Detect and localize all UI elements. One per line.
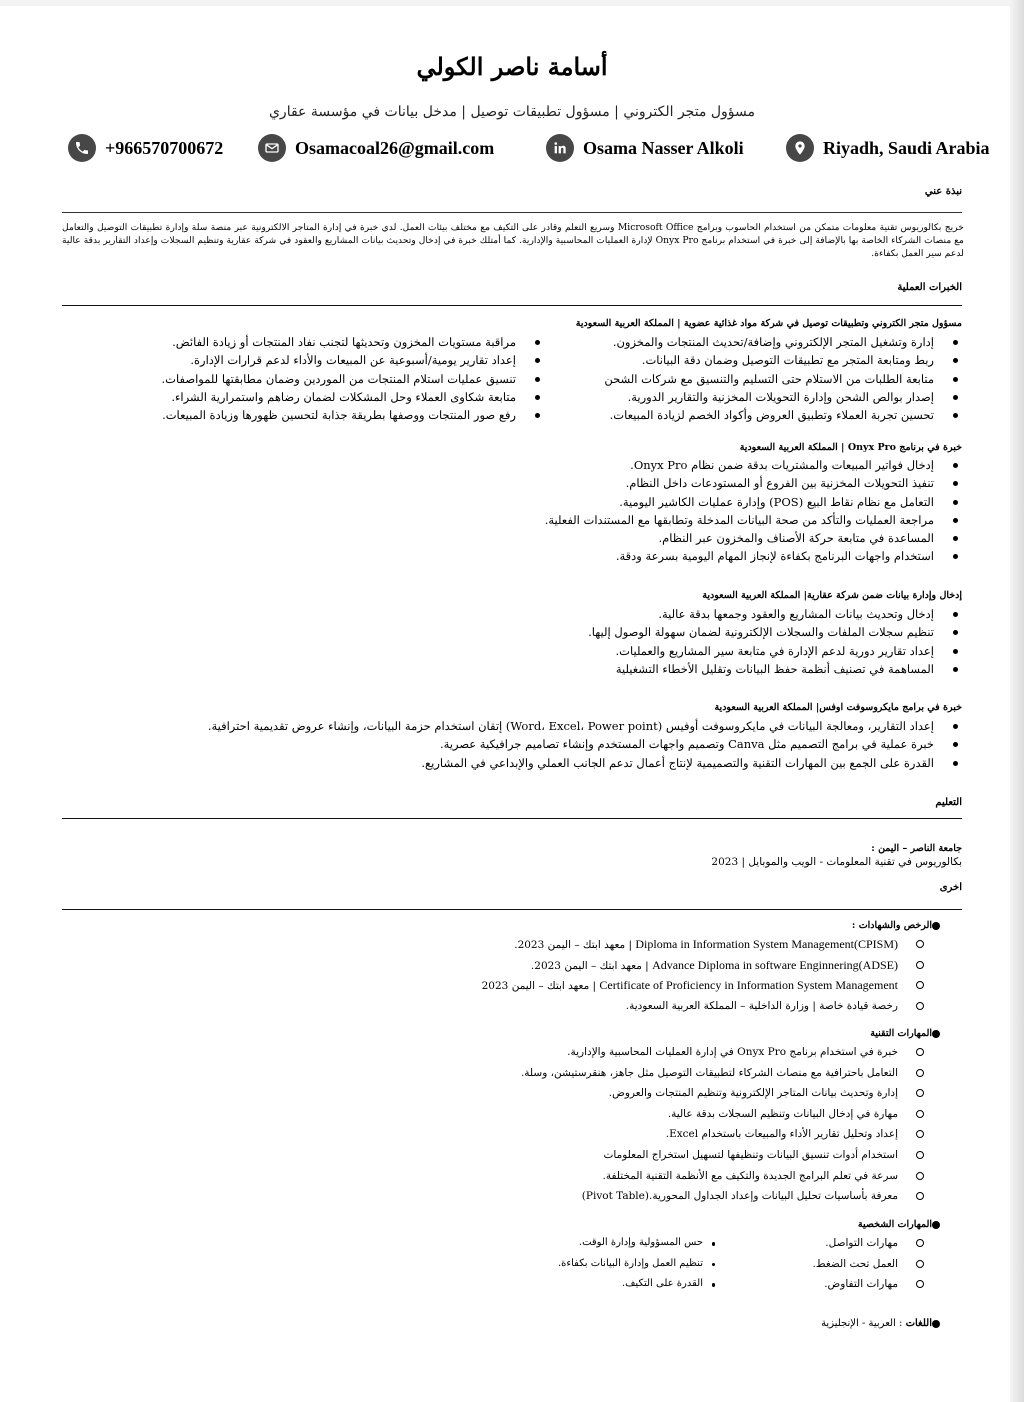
university-name: جامعة الناصر – اليمن : bbox=[871, 843, 962, 854]
personal-skills-list-2 bbox=[558, 1233, 717, 1295]
contact-location bbox=[786, 133, 990, 163]
location-pin-icon bbox=[786, 134, 814, 162]
list-item: استخدام أدوات تنسيق البيانات وتنظيفها لتسهيل استخراج المعلومات bbox=[62, 1145, 962, 1166]
list-item: مهارة في إدخال البيانات وتنظيم السجلات بدقة عالية. bbox=[62, 1104, 962, 1125]
list-item: إعداد تقارير يومية/أسبوعية عن المبيعات والأداء لدعم قرارات الإدارة. bbox=[154, 351, 544, 369]
scan-top-edge bbox=[0, 0, 1010, 6]
list-item: استخدام واجهات البرنامج بكفاءة لإنجاز المهام اليومية بسرعة ودقة. bbox=[502, 547, 962, 565]
job-office-list bbox=[142, 717, 962, 772]
list-item: العمل تحت الضغط. bbox=[717, 1254, 962, 1275]
list-item: سرعة في تعلم البرامج الجديدة والتكيف مع الأنظمة التقنية المختلفة. bbox=[62, 1166, 962, 1187]
job-title-onyx: خبرة في برنامج Onyx Pro | المملكة العربية السعودية bbox=[739, 442, 962, 453]
certificate-issuer: رخصة قيادة خاصة | وزارة الداخلية – المملكة العربية السعودية. bbox=[625, 999, 898, 1012]
scan-right-edge bbox=[1010, 0, 1024, 1402]
list-item: حس المسؤولية وإدارة الوقت. bbox=[558, 1233, 717, 1254]
job-ecommerce-list-2 bbox=[154, 333, 544, 424]
certificate-name: Advance Diploma in software Enginnering(ADSE) bbox=[652, 957, 898, 972]
list-item: رفع صور المنتجات ووصفها بطريقة جذابة لتحسين ظهورها وزيادة المبيعات. bbox=[154, 406, 544, 424]
list-item: خبرة عملية في برامج التصميم مثل Canva وتصميم واجهات المستخدم وإنشاء تصاميم جرافيكية عصرية. bbox=[142, 735, 962, 753]
list-item bbox=[62, 934, 962, 955]
about-heading: نبذة عني bbox=[924, 186, 962, 197]
list-item: خبرة في استخدام برنامج Onyx Pro في إدارة العمليات المحاسبية والإدارية. bbox=[62, 1042, 962, 1063]
certificate-issuer: | معهد ابتك – اليمن 2023. bbox=[530, 959, 653, 972]
contact-phone[interactable] bbox=[68, 133, 223, 163]
languages-value: : العربية - الإنجليزية bbox=[821, 1318, 906, 1329]
list-item bbox=[62, 996, 962, 1017]
list-item: التعامل مع نظام نقاط البيع (POS) وإدارة عمليات الكاشير اليومية. bbox=[502, 493, 962, 511]
experience-heading: الخبرات العملية bbox=[897, 282, 962, 293]
other-heading: اخرى bbox=[939, 882, 962, 893]
list-item: إدخال وتحديث بيانات المشاريع والعقود وجمعها بدقة عالية. bbox=[522, 605, 962, 623]
list-item: إعداد تقارير دورية لدعم الإدارة في متابعة سير المشاريع والعمليات. bbox=[522, 642, 962, 660]
technical-skills-heading: المهارات التقنية bbox=[62, 1026, 962, 1042]
list-item: ربط ومتابعة المتجر مع تطبيقات التوصيل وضمان دقة البيانات. bbox=[542, 351, 962, 369]
contact-email[interactable] bbox=[258, 133, 494, 163]
divider bbox=[62, 305, 962, 306]
phone-icon bbox=[68, 134, 96, 162]
certificate-name: Diploma in Information System Management(CPISM) bbox=[635, 937, 898, 951]
list-item bbox=[62, 955, 962, 976]
certificate-issuer: | معهد ابتك – اليمن 2023. bbox=[514, 939, 636, 951]
list-item: إصدار بوالص الشحن وإدارة التحويلات المخزنية والتقارير الدورية. bbox=[542, 388, 962, 406]
certificates-heading: الرخص والشهادات : bbox=[62, 918, 962, 934]
certificate-issuer: | معهد ابتك – اليمن 2023 bbox=[481, 980, 600, 993]
certificates-group bbox=[62, 918, 962, 1016]
personal-skills-heading: المهارات الشخصية bbox=[62, 1217, 962, 1233]
languages-label: اللغات bbox=[905, 1318, 932, 1329]
list-item: متابعة شكاوى العملاء وحل المشكلات لضمان رضاهم واستمرارية الشراء. bbox=[154, 388, 544, 406]
list-item: إدارة وتحديث بيانات المتاجر الإلكترونية وتنظيم المنتجات والعروض. bbox=[62, 1083, 962, 1104]
certificate-name: Certificate of Proficiency in Information System Management bbox=[599, 978, 898, 993]
job-title-office: خبرة في برامج مايكروسوفت اوفس| المملكة العربية السعودية bbox=[714, 702, 962, 713]
job-subtitle: مسؤول متجر الكتروني | مسؤول تطبيقات توصيل | مدخل بيانات في مؤسسة عقاري bbox=[268, 104, 756, 120]
list-item: إعداد التقارير، ومعالجة البيانات في مايكروسوفت أوفيس (Word، Excel، Power point) إتقان استخدام حزمة البيانات، وإنشاء عروض تقديمية احترافية. bbox=[142, 717, 962, 735]
list-item: تنظيم العمل وإدارة البيانات بكفاءة. bbox=[558, 1254, 717, 1275]
divider bbox=[62, 818, 962, 819]
divider bbox=[62, 212, 962, 213]
list-item: تنظيم سجلات الملفات والسجلات الإلكترونية لضمان سهولة الوصول إليها. bbox=[522, 623, 962, 641]
list-item: المساهمة في تصنيف أنظمة حفظ البيانات وتقليل الأخطاء التشغيلية bbox=[522, 660, 962, 678]
email-address: Osamacoal26@gmail.com bbox=[295, 137, 495, 158]
list-item: القدرة على التكيف. bbox=[558, 1274, 717, 1295]
degree-text: بكالوريوس في تقنية المعلومات - الويب والموبايل | 2023 bbox=[711, 856, 962, 868]
list-item: تنسيق عمليات استلام المنتجات من الموردين وضمان مطابقتها للمواصفات. bbox=[154, 370, 544, 388]
list-item: التعامل باحترافية مع منصات الشركاء لتطبيقات التوصيل مثل جاهز، هنقرستيشن، وسلة. bbox=[62, 1063, 962, 1084]
list-item bbox=[62, 975, 962, 996]
phone-number: +966570700672 bbox=[105, 137, 224, 158]
mail-icon bbox=[258, 134, 286, 162]
job-ecommerce-list-1 bbox=[542, 333, 962, 424]
technical-skills-list bbox=[62, 1042, 962, 1207]
divider bbox=[62, 909, 962, 910]
list-item: مراقبة مستويات المخزون وتحديثها لتجنب نفاد المنتجات أو زيادة الفائض. bbox=[154, 333, 544, 351]
list-item: مهارات التفاوض. bbox=[717, 1274, 962, 1295]
location-text: Riyadh, Saudi Arabia bbox=[823, 137, 990, 158]
linkedin-name: Osama Nasser Alkoli bbox=[583, 137, 744, 158]
list-item: القدرة على الجمع بين المهارات التقنية والتصميمية لإنتاج أعمال تدعم الجانب العملي والإبداعي في المشاريع. bbox=[142, 754, 962, 772]
list-item: تنفيذ التحويلات المخزنية بين الفروع أو المستودعات داخل النظام. bbox=[502, 474, 962, 492]
list-item: معرفة بأساسيات تحليل البيانات وإعداد الجداول المحورية.(Pivot Table) bbox=[62, 1186, 962, 1207]
job-title-ecommerce: مسؤول متجر الكتروني وتطبيقات توصيل في شركة مواد غذائية عضوية | المملكة العربية السعودية bbox=[575, 318, 962, 329]
languages-line bbox=[821, 1316, 962, 1332]
list-item: إدارة وتشغيل المتجر الإلكتروني وإضافة/تحديث المنتجات والمخزون. bbox=[542, 333, 962, 351]
personal-skills-list-1 bbox=[717, 1233, 962, 1295]
list-item: مهارات التواصل. bbox=[717, 1233, 962, 1254]
education-heading: التعليم bbox=[935, 797, 962, 808]
candidate-name: أسامة ناصر الكولي bbox=[416, 52, 608, 81]
personal-skills-grid bbox=[62, 1233, 962, 1295]
linkedin-icon bbox=[546, 134, 574, 162]
list-item: متابعة الطلبات من الاستلام حتى التسليم والتنسيق مع شركات الشحن bbox=[542, 370, 962, 388]
list-item: إعداد وتحليل تقارير الأداء والمبيعات باستخدام Excel. bbox=[62, 1124, 962, 1145]
technical-skills-group bbox=[62, 1026, 962, 1207]
list-item: مراجعة العمليات والتأكد من صحة البيانات المدخلة وتطابقها مع المستندات الفعلية. bbox=[502, 511, 962, 529]
personal-skills-group bbox=[62, 1217, 962, 1295]
list-item: إدخال فواتير المبيعات والمشتريات بدقة ضمن نظام Onyx Pro. bbox=[502, 456, 962, 474]
education-block bbox=[711, 843, 962, 868]
certificates-list bbox=[62, 934, 962, 1016]
job-onyx-list bbox=[502, 456, 962, 566]
about-summary: خريج بكالوريوس تقنية معلومات متمكن من استخدام الحاسوب وبرامج Microsoft Office وسريع التعلم وقادر على التكيف مع مختلف بيئات العمل. لدي خبرة في إدارة المتاجر الالكترونية عبر منصة سلة وإدارة تطبيقات التوصيل والتعامل مع منصات الشركاء الخاصة بها بالإضافة إلى خبرة في استخدام برنامج Onyx Pro لإدارة العمليات المحاسبية والإدارية. كما أمتلك خبرة في إدخال وتحديث بيانات المشاريع والعقود في شركة عقارية وتنظيم السجلات وإعداد التقارير بدقة عالية لدعم سير العمل بكفاءة. bbox=[62, 222, 964, 259]
job-realestate-list bbox=[522, 605, 962, 678]
list-item: تحسين تجربة العملاء وتطبيق العروض وأكواد الخصم لزيادة المبيعات. bbox=[542, 406, 962, 424]
contact-linkedin[interactable] bbox=[546, 133, 744, 163]
list-item: المساعدة في متابعة حركة الأصناف والمخزون عبر النظام. bbox=[502, 529, 962, 547]
job-title-realestate: إدخال وإدارة بيانات ضمن شركة عقارية| المملكة العربية السعودية bbox=[702, 590, 962, 601]
